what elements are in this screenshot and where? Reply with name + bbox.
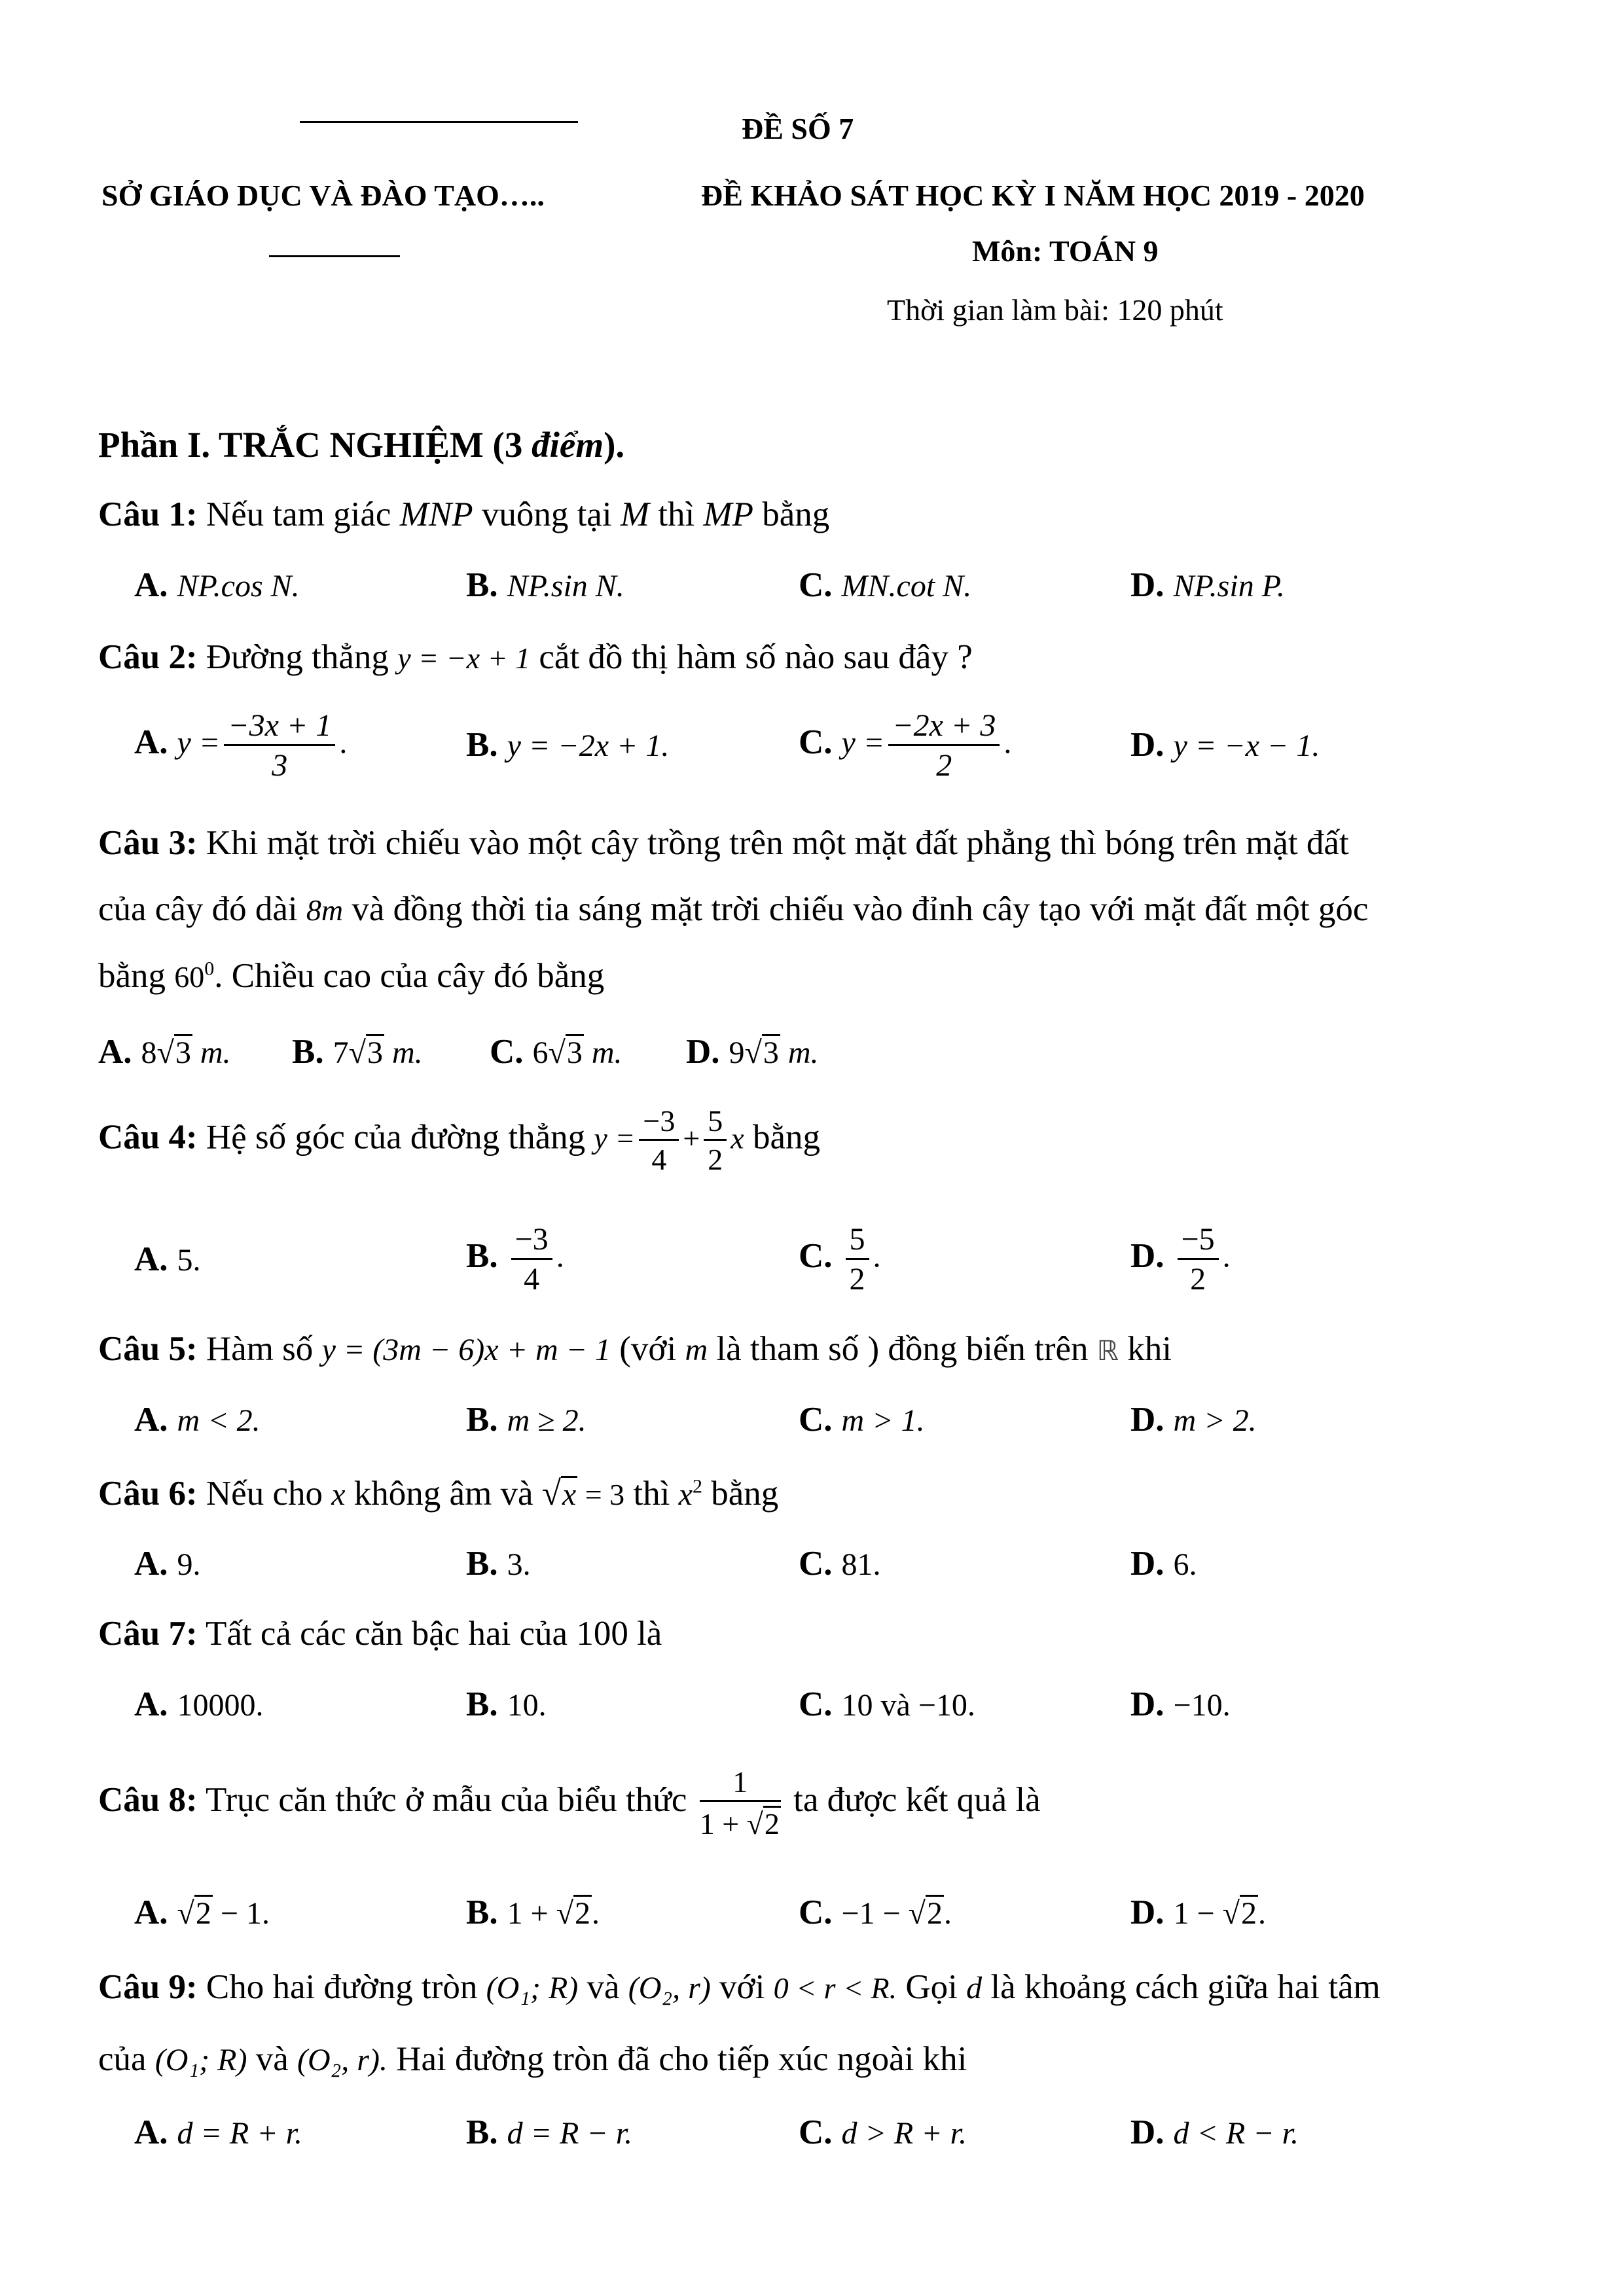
q3-b-r: 3 xyxy=(367,1035,383,1070)
q1-option-c[interactable] xyxy=(799,568,971,603)
q2-a-num: −3x + 1 xyxy=(224,710,335,746)
q8-num: 1 xyxy=(700,1767,781,1802)
q3-c-k: 6 xyxy=(532,1035,549,1070)
q9-t2: và xyxy=(578,1968,628,2006)
q3-c-r: 3 xyxy=(566,1035,583,1070)
q4-a-label: A. xyxy=(134,1240,168,1278)
q8-option-c[interactable]: C. −1 − √2. xyxy=(799,1893,952,1931)
q6-m1: x xyxy=(331,1477,346,1512)
exam-number: ĐỀ SỐ 7 xyxy=(742,112,854,145)
q6-label: Câu 6: xyxy=(98,1475,198,1513)
subject xyxy=(972,234,1159,268)
q8-d-post: . xyxy=(1257,1896,1266,1931)
q3-d-label: D. xyxy=(686,1033,720,1071)
q2-a-post: . xyxy=(339,725,348,761)
q4-option-d[interactable] xyxy=(1130,1224,1231,1295)
question-3-line-2 xyxy=(98,892,1368,927)
q5-option-a[interactable] xyxy=(134,1403,261,1437)
q4-c-label: C. xyxy=(799,1236,833,1275)
q2-b-label: B. xyxy=(466,726,498,764)
q2-a-pre: y = xyxy=(177,725,221,761)
q1-option-b[interactable] xyxy=(466,568,624,603)
q9-label: Câu 9: xyxy=(98,1968,198,2006)
q8-den: 1 + √2 xyxy=(699,1807,780,1840)
q9-option-a[interactable] xyxy=(134,2115,302,2150)
q4-t2: bằng xyxy=(744,1118,820,1157)
q4-option-a[interactable] xyxy=(134,1242,201,1277)
q5-t4: khi xyxy=(1119,1330,1172,1368)
q3-c-label: C. xyxy=(490,1033,524,1071)
q2-a-label: A. xyxy=(134,723,168,761)
q9-c2: (O₂, r) xyxy=(628,1971,711,2005)
part1-title xyxy=(98,427,624,463)
part1-title-text: Phần I. TRẮC NGHIỆM (3 xyxy=(98,425,532,465)
q4-d-num: −5 xyxy=(1178,1224,1219,1260)
q8-den-a: 1 + xyxy=(699,1807,747,1840)
q3-b-k: 7 xyxy=(333,1035,349,1070)
question-2 xyxy=(98,640,973,675)
q4-option-b[interactable] xyxy=(466,1224,564,1295)
q2-option-b[interactable] xyxy=(466,728,669,762)
subject-label: Môn xyxy=(972,234,1032,268)
q2-c-fraction xyxy=(888,710,1000,781)
q3-l3b: . Chiều cao của cây đó bằng xyxy=(214,957,605,995)
q6-sup: 2 xyxy=(692,1475,702,1498)
q3-d-r: 3 xyxy=(763,1035,779,1070)
q3-a-u: m. xyxy=(192,1035,231,1070)
q3-a-r: 3 xyxy=(175,1035,191,1070)
q4-d1: 4 xyxy=(651,1143,667,1176)
q4-t1: Hệ số góc của đường thẳng xyxy=(197,1118,594,1157)
q2-t2: cắt đồ thị hàm số nào sau đây ? xyxy=(530,638,973,676)
q1-b-label: B. xyxy=(466,566,498,604)
q9-a-text: d = R + r. xyxy=(177,2116,302,2151)
q6-option-d[interactable] xyxy=(1130,1547,1197,1581)
q4-c-num: 5 xyxy=(846,1224,869,1260)
q4-c-fraction xyxy=(846,1224,869,1295)
q8-a-r: 2 xyxy=(195,1896,211,1931)
q1-t2: vuông tại xyxy=(473,495,621,533)
q2-d-label: D. xyxy=(1130,726,1164,764)
q7-d-text: −10. xyxy=(1173,1688,1231,1723)
q3-b-u: m. xyxy=(384,1035,423,1070)
q5-c-label: C. xyxy=(799,1401,833,1439)
q7-b-label: B. xyxy=(466,1685,498,1723)
q5-label: Câu 5: xyxy=(98,1330,198,1368)
q8-option-a[interactable]: A. √2 − 1. xyxy=(134,1893,270,1931)
question-6: Câu 6: Nếu cho x không âm và √x = 3 thì $x^2$ bằng xyxy=(98,1475,779,1513)
q3-option-d[interactable]: D. 9√3 m. xyxy=(686,1033,819,1071)
q3-l3sup: 0 xyxy=(204,958,215,980)
q9-option-b[interactable] xyxy=(466,2115,632,2150)
q4-plus: + xyxy=(683,1121,700,1155)
q8-d-label: D. xyxy=(1130,1893,1164,1931)
q4-d-post: . xyxy=(1222,1239,1231,1274)
q6-b-text: 3. xyxy=(507,1547,531,1582)
q7-option-d[interactable] xyxy=(1130,1687,1231,1722)
q6-d-label: D. xyxy=(1130,1545,1164,1583)
q4-d-fraction xyxy=(1178,1224,1219,1295)
q4-b-fraction xyxy=(511,1224,552,1295)
question-5 xyxy=(98,1332,1172,1367)
q3-l3m: 60 xyxy=(174,960,205,994)
q6-t3: thì xyxy=(624,1475,679,1513)
q8-a-label: A. xyxy=(134,1893,168,1931)
q2-c-num: −2x + 3 xyxy=(888,710,1000,746)
q7-label: Câu 7: xyxy=(98,1615,198,1653)
q9-d-text: d < R − r. xyxy=(1173,2116,1299,2151)
q6-option-c[interactable] xyxy=(799,1547,881,1581)
q9-option-d[interactable] xyxy=(1130,2115,1299,2150)
q4-option-c[interactable] xyxy=(799,1224,881,1295)
q3-option-c[interactable]: C. 6√3 m. xyxy=(490,1033,623,1071)
q5-m1: y = (3m − 6)x + m − 1 xyxy=(321,1333,611,1367)
q9-t1: Cho hai đường tròn xyxy=(197,1968,486,2006)
q9-d-label: D. xyxy=(1130,2113,1164,2151)
q1-m2: M xyxy=(620,495,649,533)
question-9-line-1 xyxy=(98,1970,1380,2005)
q6-b-label: B. xyxy=(466,1545,498,1583)
q8-option-d[interactable]: D. 1 − √2. xyxy=(1130,1893,1266,1931)
q6-t2: không âm và xyxy=(345,1475,542,1513)
q5-option-d[interactable] xyxy=(1130,1403,1257,1437)
q8-b-r: 2 xyxy=(575,1896,591,1931)
q4-d-den: 2 xyxy=(1190,1262,1206,1297)
q3-option-a[interactable]: A. 8√3 m. xyxy=(98,1033,231,1071)
q4-x: x xyxy=(731,1121,744,1155)
question-7 xyxy=(98,1617,662,1651)
q7-c-label: C. xyxy=(799,1685,833,1723)
q3-a-label: A. xyxy=(98,1033,132,1071)
q8-fraction xyxy=(700,1767,781,1839)
q4-b-label: B. xyxy=(466,1236,498,1275)
q3-option-b[interactable]: B. 7√3 m. xyxy=(292,1033,423,1071)
q9-c1: (O₁; R) xyxy=(486,1971,579,2005)
q4-d2: 2 xyxy=(708,1143,723,1176)
question-9-line-2 xyxy=(98,2042,967,2077)
q9-c-label: C. xyxy=(799,2113,833,2151)
q8-t2: ta được kết quả là xyxy=(784,1781,1041,1820)
q5-b-label: B. xyxy=(466,1401,498,1439)
q6-c-text: 81. xyxy=(841,1547,881,1582)
q5-option-c[interactable] xyxy=(799,1403,925,1437)
q8-b-pre: 1 + xyxy=(507,1896,556,1931)
q4-n2: 5 xyxy=(704,1106,727,1141)
header-rule-top xyxy=(300,121,578,123)
q9-b-text: d = R − r. xyxy=(507,2116,633,2151)
q3-label: Câu 3: xyxy=(98,824,198,862)
q8-c-label: C. xyxy=(799,1893,833,1931)
q2-d-text: y = −x − 1. xyxy=(1173,728,1320,763)
q9-t4: Gọi xyxy=(897,1968,967,2006)
q3-l2m: 8m xyxy=(306,893,344,927)
q9-l2c1: (O₁; R) xyxy=(154,2043,247,2077)
q5-a-text: m < 2. xyxy=(177,1403,261,1438)
q2-a-den: 3 xyxy=(272,748,288,783)
exam-time: Thời gian làm bài: 120 phút xyxy=(887,293,1223,327)
q4-c-den: 2 xyxy=(849,1262,865,1297)
q7-a-text: 10000. xyxy=(177,1688,264,1723)
q2-b-text: y = −2x + 1. xyxy=(507,728,670,763)
q8-c-r: 2 xyxy=(927,1896,943,1931)
q5-m2: m xyxy=(685,1333,708,1367)
q1-c-text: MN.cot N. xyxy=(841,569,972,603)
q5-a-label: A. xyxy=(134,1401,168,1439)
q1-t1: Nếu tam giác xyxy=(197,495,400,533)
q9-a-label: A. xyxy=(134,2113,168,2151)
q2-c-pre: y = xyxy=(841,725,885,761)
q5-t2: (với xyxy=(611,1330,685,1368)
q9-option-c[interactable] xyxy=(799,2115,967,2150)
q3-b-label: B. xyxy=(292,1033,324,1071)
q8-c-pre: −1 − xyxy=(841,1896,909,1931)
q8-b-label: B. xyxy=(466,1893,498,1931)
q3-l2b: và đồng thời tia sáng mặt trời chiếu vào đỉnh cây tạo với mặt đất một góc xyxy=(343,890,1369,928)
q7-t1: Tất cả các căn bậc hai của 100 là xyxy=(197,1615,662,1653)
q2-option-a[interactable] xyxy=(134,710,347,781)
q3-a-k: 8 xyxy=(141,1035,157,1070)
q8-den-r: 2 xyxy=(764,1807,780,1840)
q5-option-b[interactable] xyxy=(466,1403,586,1437)
q9-l2a: của xyxy=(98,2040,155,2078)
q7-c-text: 10 và −10. xyxy=(841,1688,975,1723)
q2-a-fraction xyxy=(224,710,335,781)
q3-l3a: bằng xyxy=(98,957,175,995)
q4-b-den: 4 xyxy=(524,1262,540,1297)
q7-a-label: A. xyxy=(134,1685,168,1723)
q1-m1: MNP xyxy=(399,495,473,533)
q9-t3: với xyxy=(710,1968,774,2006)
q6-a-text: 9. xyxy=(177,1547,201,1582)
q4-c-post: . xyxy=(873,1239,881,1274)
q4-a-text: 5. xyxy=(177,1243,201,1278)
q6-option-a[interactable] xyxy=(134,1547,201,1581)
header-rule-bottom xyxy=(269,255,400,257)
q2-option-d[interactable] xyxy=(1130,728,1320,762)
q4-frac-1 xyxy=(639,1106,679,1175)
q8-label: Câu 8: xyxy=(98,1781,198,1820)
q8-a-post: − 1. xyxy=(212,1896,270,1931)
q5-b-text: m ≥ 2. xyxy=(507,1403,586,1438)
q2-c-post: . xyxy=(1003,725,1012,761)
q9-m1: 0 < r < R. xyxy=(773,1971,897,2005)
q2-c-label: C. xyxy=(799,723,833,761)
q1-d-text: NP.sin P. xyxy=(1173,569,1285,603)
exam-title: ĐỀ KHẢO SÁT HỌC KỲ I NĂM HỌC 2019 - 2020 xyxy=(701,179,1365,212)
q2-option-c[interactable] xyxy=(799,710,1011,781)
department-name: SỞ GIÁO DỤC VÀ ĐÀO TẠO….. xyxy=(101,179,545,212)
q1-m3: MP xyxy=(703,495,753,533)
q1-d-label: D. xyxy=(1130,566,1164,604)
q9-l2b: và xyxy=(247,2040,297,2078)
question-8 xyxy=(98,1767,1041,1839)
q7-d-label: D. xyxy=(1130,1685,1164,1723)
q3-d-u: m. xyxy=(780,1035,819,1070)
q2-label: Câu 2: xyxy=(98,638,198,676)
q6-t1: Nếu cho xyxy=(197,1475,332,1513)
q2-m1: y = −x + 1 xyxy=(397,641,531,675)
q1-a-text: NP.cos N. xyxy=(177,569,300,603)
q6-option-b[interactable] xyxy=(466,1547,531,1581)
q6-d-text: 6. xyxy=(1173,1547,1197,1582)
q1-t3: thì xyxy=(649,495,704,533)
question-3-line-1 xyxy=(98,826,1349,861)
part1-title-end: ). xyxy=(604,425,625,465)
q9-l2c2: (O₂, r). xyxy=(297,2043,388,2077)
q6-a-label: A. xyxy=(134,1545,168,1583)
q9-l2c: Hai đường tròn đã cho tiếp xúc ngoài khi xyxy=(387,2040,967,2078)
q4-b-post: . xyxy=(556,1239,564,1274)
q6-eq: = 3 xyxy=(577,1478,625,1511)
question-3-line-3 xyxy=(98,959,604,994)
q7-option-b[interactable] xyxy=(466,1687,547,1722)
q3-c-u: m. xyxy=(583,1035,623,1070)
q7-b-text: 10. xyxy=(507,1688,547,1723)
subject-value: : TOÁN 9 xyxy=(1032,234,1159,268)
q8-d-r: 2 xyxy=(1240,1896,1257,1931)
q1-b-text: NP.sin N. xyxy=(507,569,624,603)
q4-n1: −3 xyxy=(639,1106,679,1141)
q9-t5: là khoảng cách giữa hai tâm xyxy=(982,1968,1380,2006)
q3-l2a: của cây đó dài xyxy=(98,890,306,928)
q7-option-c[interactable] xyxy=(799,1687,975,1722)
q2-t1: Đường thẳng xyxy=(197,638,398,676)
q4-label: Câu 4: xyxy=(98,1118,198,1157)
q9-c-text: d > R + r. xyxy=(841,2116,967,2151)
q8-d-pre: 1 − xyxy=(1173,1896,1223,1931)
q2-c-den: 2 xyxy=(936,748,952,783)
q1-label: Câu 1: xyxy=(98,495,198,533)
q3-d-k: 9 xyxy=(729,1035,745,1070)
question-4 xyxy=(98,1106,820,1175)
q4-b-num: −3 xyxy=(511,1224,552,1260)
q6-rad: x xyxy=(562,1477,577,1512)
q5-d-text: m > 2. xyxy=(1173,1403,1257,1438)
q1-option-a[interactable] xyxy=(134,568,300,603)
q5-t3: là tham số ) đồng biến trên xyxy=(708,1330,1097,1368)
q1-c-label: C. xyxy=(799,566,833,604)
q8-option-b[interactable]: B. 1 + √2. xyxy=(466,1893,600,1931)
q3-l1: Khi mặt trời chiếu vào một cây trồng trên một mặt đất phẳng thì bóng trên mặt đất xyxy=(197,824,1349,862)
q8-b-post: . xyxy=(592,1896,600,1931)
q6-t4: bằng xyxy=(702,1475,779,1513)
question-1 xyxy=(98,497,829,532)
q5-d-label: D. xyxy=(1130,1401,1164,1439)
q4-pre: y = xyxy=(594,1121,636,1155)
q9-b-label: B. xyxy=(466,2113,498,2151)
q4-d-label: D. xyxy=(1130,1236,1164,1275)
q7-option-a[interactable] xyxy=(134,1687,264,1722)
q5-c-text: m > 1. xyxy=(841,1403,925,1438)
q6-m3: x xyxy=(678,1477,693,1512)
q8-t1: Trục căn thức ở mẫu của biểu thức xyxy=(197,1781,696,1820)
q1-option-d[interactable] xyxy=(1130,568,1285,603)
q9-m2: d xyxy=(966,1971,983,2005)
q8-c-post: . xyxy=(944,1896,952,1931)
part1-title-em: điểm xyxy=(532,425,604,465)
q1-a-label: A. xyxy=(134,566,168,604)
q6-c-label: C. xyxy=(799,1545,833,1583)
q5-m3: ℝ xyxy=(1096,1335,1119,1367)
q5-t1: Hàm số xyxy=(197,1330,322,1368)
q1-t4: bằng xyxy=(753,495,830,533)
q4-frac-2 xyxy=(704,1106,727,1175)
